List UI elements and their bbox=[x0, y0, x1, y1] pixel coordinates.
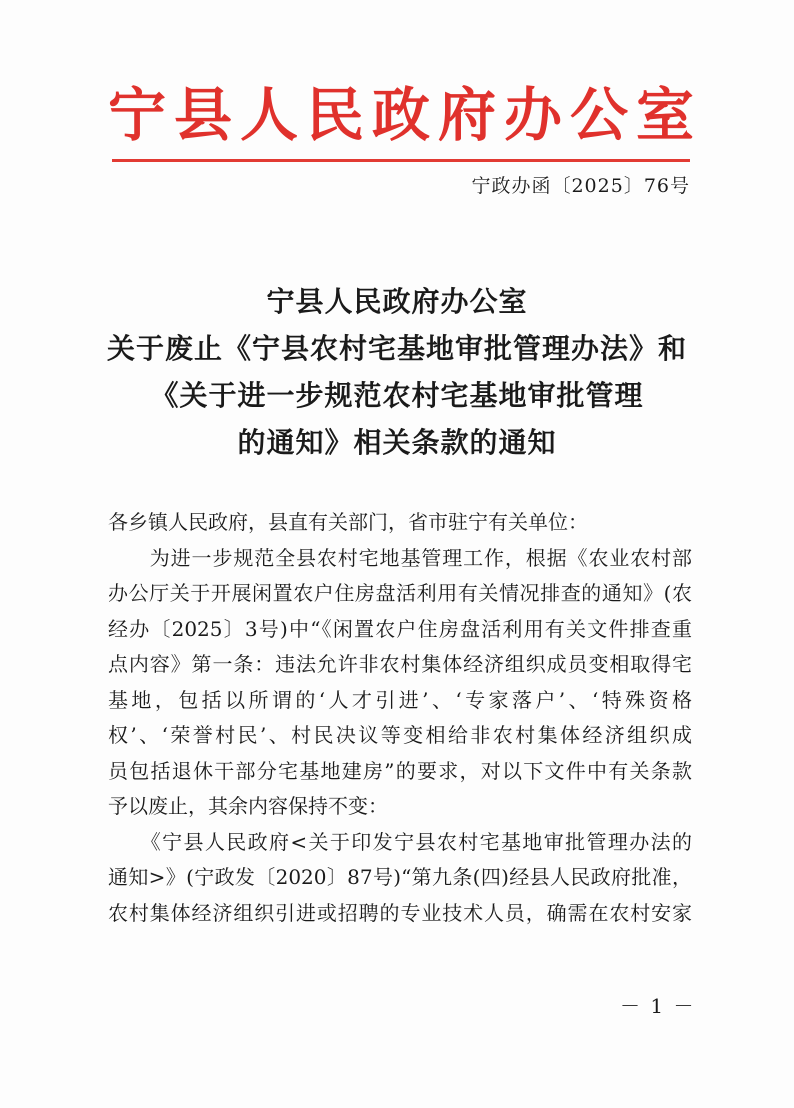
title-line: 的通知》相关条款的通知 bbox=[237, 426, 557, 459]
body-line: 《宁县人民政府<关于印发宁县农村宅基地审批管理办法的 bbox=[108, 829, 692, 854]
body-line: 通知>》(宁政发〔2020〕87号)“第九条(四)经县人民政府批准， bbox=[108, 865, 692, 889]
red-separator-line bbox=[112, 159, 690, 162]
title-line: 宁县人民政府办公室 bbox=[266, 285, 528, 318]
notice-body bbox=[108, 505, 692, 931]
title-line: 关于废止《宁县农村宅基地审批管理办法》和 bbox=[106, 332, 687, 365]
body-line: 经办〔2025〕3号)中“《闲置农户住房盘活利用有关文件排查重 bbox=[108, 616, 692, 641]
body-line: 予以废止，其余内容保持不变： bbox=[108, 794, 388, 818]
document-number: 宁政办函〔2025〕76号 bbox=[471, 175, 690, 197]
notice-title bbox=[60, 278, 734, 466]
masthead-title: 宁县人民政府办公室 bbox=[108, 81, 703, 149]
page-number: － 1 － bbox=[620, 994, 696, 1018]
body-line: 为进一步规范全县农村宅地基管理工作，根据《农业农村部 bbox=[108, 545, 692, 570]
addressee-line: 各乡镇人民政府，县直有关部门，省市驻宁有关单位： bbox=[108, 510, 588, 534]
body-line: 基地，包括以所谓的‘人才引进’、‘专家落户’、‘特殊资格 bbox=[108, 687, 692, 712]
body-line: 点内容》第一条：违法允许非农村集体经济组织成员变相取得宅 bbox=[108, 652, 692, 676]
body-line: 农村集体经济组织引进或招聘的专业技术人员，确需在农村安家 bbox=[108, 900, 692, 925]
body-line: 员包括退休干部分宅基地建房”的要求，对以下文件中有关条款 bbox=[108, 758, 692, 783]
body-line: 办公厅关于开展闲置农户住房盘活利用有关情况排查的通知》(农 bbox=[108, 581, 692, 605]
body-line: 权’、‘荣誉村民’、村民决议等变相给非农村集体经济组织成 bbox=[108, 723, 692, 747]
title-line: 《关于进一步规范农村宅基地审批管理 bbox=[150, 379, 644, 412]
